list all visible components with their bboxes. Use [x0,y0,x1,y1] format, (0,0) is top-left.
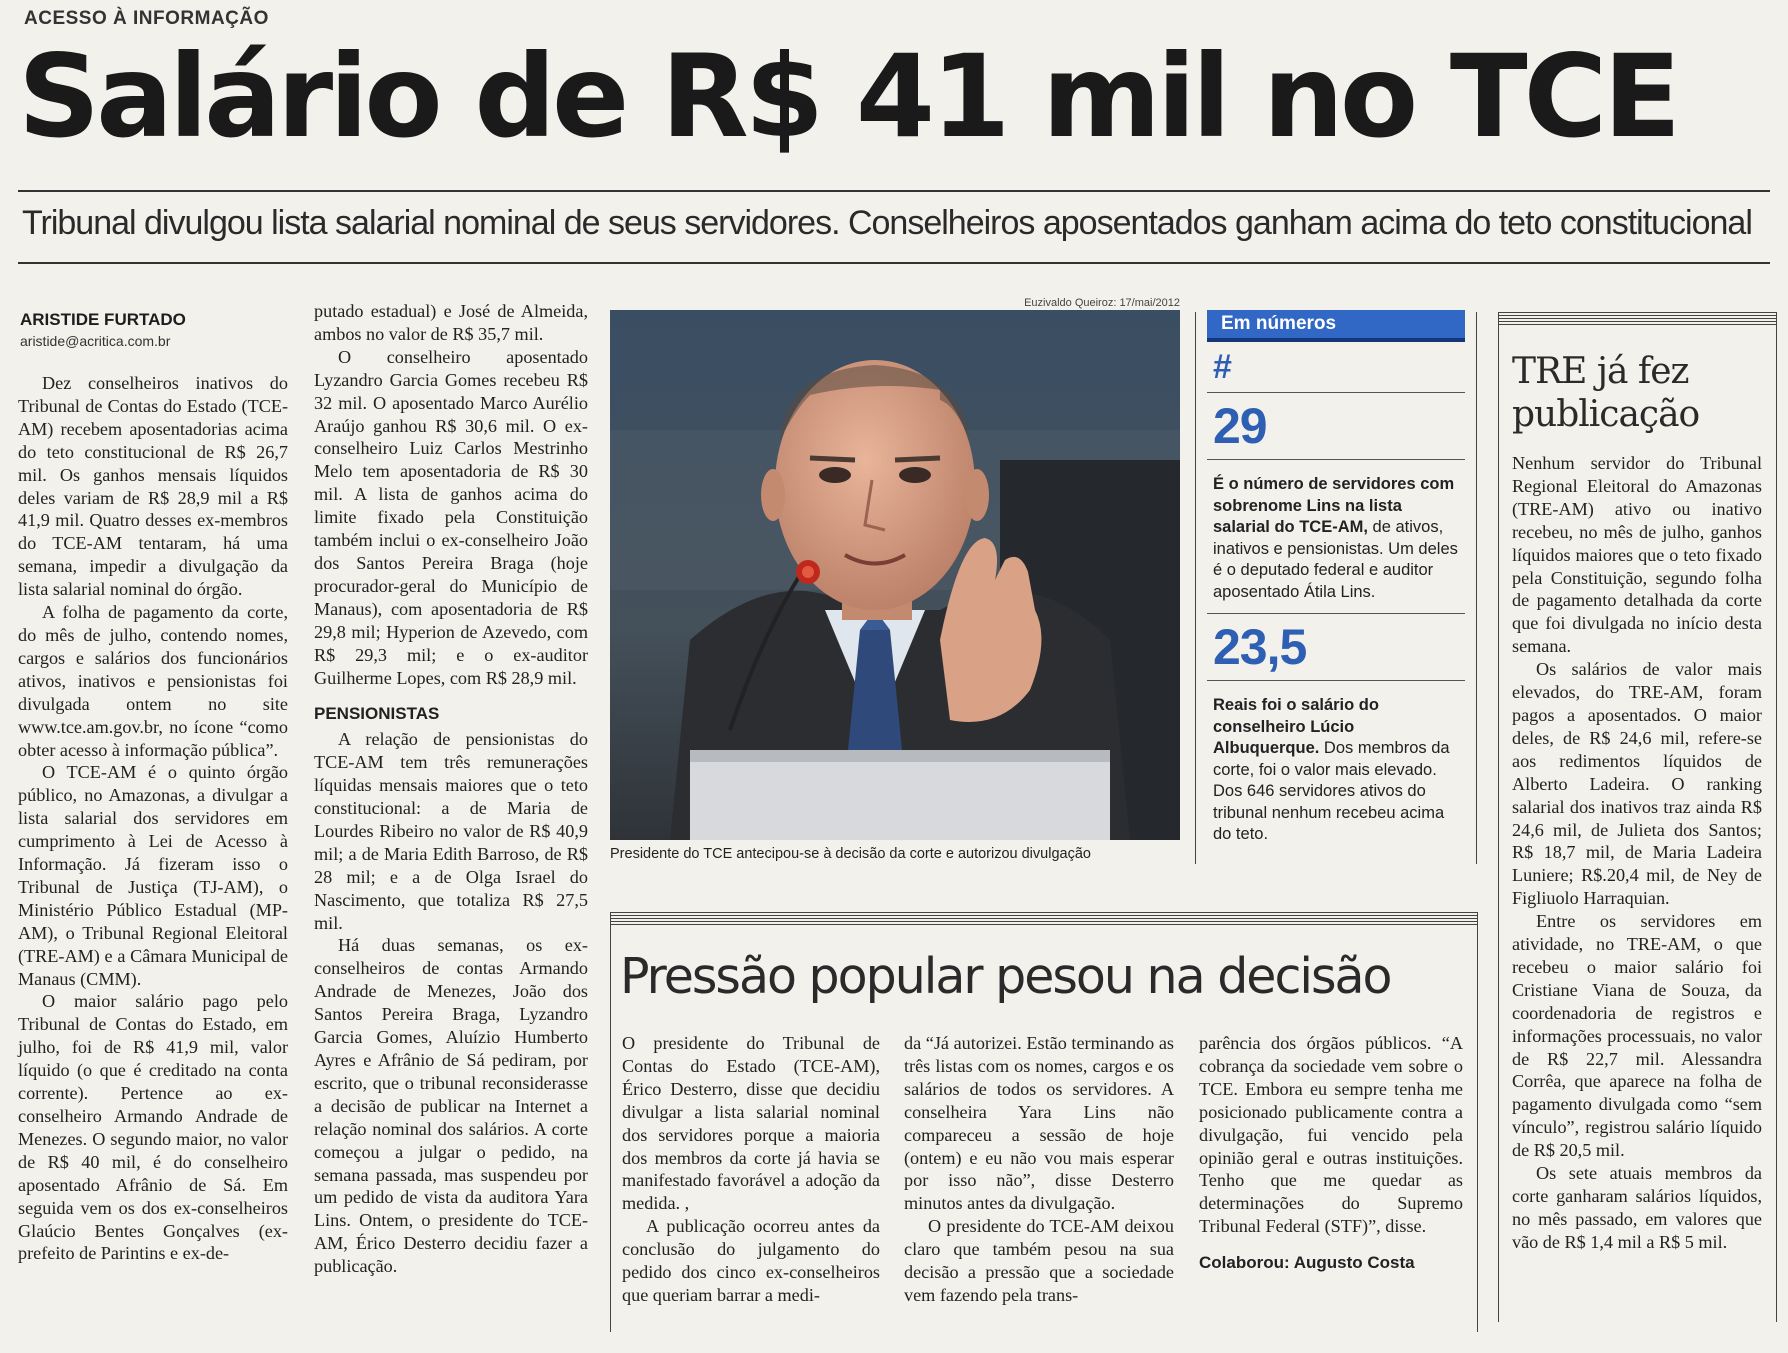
paragraph: Dez conselheiros inativos do Tribunal de Contas do Estado (TCE-AM) recebem aposentadorias acima do teto constitucional de R$ 26,7 mil. Os ganhos mensais líquidos deles variam de R$ 28,9 mil a R$ 41,9 mil. Quatro desses ex-membros do TCE-AM tentaram, há uma semana, impedir a divulgação da lista salarial nominal do órgão. [18,373,288,600]
paragraph: O maior salário pago pelo Tribunal de Contas do Estado, em julho, foi de R$ 41,9 mil, valor líquido (o que é creditado na conta corrente). Pertence ao ex-conselheiro Armando Andrade de Menezes. O segundo maior, no valor de R$ 40 mil, é do conselheiro aposentado Afrânio de Sá. Em seguida vem os dos ex-conselheiros Glaúcio Bentes Gonçalves (ex-prefeito de Parintins e ex-de- [18,991,288,1264]
paragraph: A relação de pensionistas do TCE-AM tem três remunerações líquidas mensais maiores que o teto constitucional: a de Maria de Lourdes Ribeiro no valor de R$ 40,9 mil; a de Maria Edith Barroso, de R$ 28 mil; e a de Olga Israel do Nascimento, que totaliza R$ 27,5 mil. [314,729,588,933]
paragraph: Há duas semanas, os ex-conselheiros de contas Armando Andrade de Menezes, João dos Santos Pereira Braga, Lyzandro Garcia Gomes, Aluízio Humberto Ayres e Afrânio de Sá pediram, por escrito, que o tribunal reconsiderasse a decisão de publicar na Internet a relação nominal dos salários. A corte começou a julgar o pedido, na semana passada, mas suspendeu por um pedido de vista da auditora Yara Lins. Ontem, o presidente do TCE-AM, Érico Desterro decidiu fazer a publicação. [314,935,588,1277]
sidebar-right-border [1776,312,1777,1322]
section-kicker: ACESSO À INFORMAÇÃO [24,8,269,29]
stat-description-text: de ativos, inativos e pensionistas. Um deles é o deputado federal e auditor aposentado Átila Lins. [1213,518,1458,601]
portrait-illustration [610,310,1180,840]
paragraph: O presidente do Tribunal de Contas do Estado (TCE-AM), Érico Desterro, disse que decidiu divulgar a lista salarial nominal dos servidores porque a maioria dos membros da corte já havia se manifestado favorável a adoção da medida. , [622,1033,880,1214]
hash-icon: # [1213,348,1232,386]
stat-description-bold: É o número de servidores com sobrenome Lins na lista salarial do TCE-AM, [1213,475,1455,536]
headline-rule [18,190,1770,192]
article-column-1 [18,372,288,1265]
subheadline: Tribunal divulgou lista salarial nominal de seus servidores. Conselheiros aposentados ganham acima do teto constitucional [22,204,1752,242]
photo-president [610,310,1180,840]
paragraph: O presidente do TCE-AM deixou claro que também pesou na sua decisão a pressão que a sociedade vem fazendo pela trans- [904,1216,1174,1305]
numbers-box-title: Em números [1207,310,1465,342]
sidebar-left-border [1498,312,1499,1322]
sidebar-hatch [1498,312,1776,326]
divider [1207,613,1465,614]
divider [1207,680,1465,681]
stat-value: 29 [1213,398,1267,454]
box2-left-border [610,912,611,1332]
stat-description-text: Dos membros da corte, foi o valor mais elevado. Dos 646 servidores ativos do tribunal nenhum recebeu acima do teto. [1213,739,1450,843]
section-heading: PENSIONISTAS [314,704,440,724]
headline: Salário de R$ 41 mil no TCE [18,30,1678,163]
paragraph: O conselheiro aposentado Lyzandro Garcia Gomes recebeu R$ 32 mil. O aposentado Marco Aurélio Araújo ganhou R$ 30,6 mil. O ex-conselheiro Luiz Carlos Mestrinho Melo tem aposentadoria de R$ 30 mil. A lista de ganhos acima do limite fixado pela Constituição também inclui o ex-conselheiro João dos Santos Pereira Braga (hoje procurador-geral do Município de Manaus), com aposentadoria de R$ 29,8 mil; Hyperion de Azevedo, com R$ 29,3 mil; e o ex-auditor Guilherme Lopes, com R$ 28,9 mil. [314,346,588,688]
stat-value: 23,5 [1213,619,1307,675]
sidebar-text [1512,452,1762,1254]
paragraph: Entre os servidores em atividade, no TRE-AM, o que recebeu o maior salário foi Cristiane Viana de Souza, da coordenadoria de registros e informações processuais, no valor de R$ 22,7 mil. Alessandra Corrêa, que aparece na folha de pagamento divulgada como “sem vínculo”, registrou salário líquido de R$ 20,5 mil. [1512,911,1762,1161]
numbers-box [1207,310,1465,856]
numbers-box-left-border [1195,312,1196,864]
paragraph: Os salários de valor mais elevados, do TRE-AM, foram pagos a aposentados. O maior deles, de R$ 24,6 mil, refere-se aos redimentos líquidos de Alberto Ladeira. O ranking salarial dos inativos traz ainda R$ 24,6 mil, de Julieta dos Santos; R$ 18,7 mil, de Maria Ladeira Luniere; R$.20,4 mil, de Ney de Figliuolo Harraquian. [1512,659,1762,909]
box2-hatch [610,912,1478,926]
article-column-2 [314,300,588,1278]
stat-description [1213,474,1459,603]
box2-title: Pressão popular pesou na decisão [620,948,1391,1005]
stat-description [1213,695,1459,846]
subheadline-rule [18,262,1770,264]
paragraph: Os sete atuais membros da corte ganharam salários líquidos, no mês passado, em valores que vão de R$ 1,4 mil a R$ 5 mil. [1512,1163,1762,1252]
stat-description-bold: Reais foi o salário do conselheiro Lúcio Albuquerque. [1213,696,1379,757]
paragraph: parência dos órgãos públicos. “A cobrança da sociedade vem sobre o TCE. Embora eu sempre tenha me posicionado publicamente contra a divulgação, fui vencido pela opinião geral e outras instituições. Tenho que me quedar as determinações do Supremo Tribunal Federal (STF)”, disse. [1199,1033,1463,1237]
contributor-credit: Colaborou: Augusto Costa [1199,1253,1415,1273]
paragraph: A publicação ocorreu antes da conclusão do julgamento do pedido dos cinco ex-conselheiros que queriam barrar a medi- [622,1216,880,1305]
photo-credit: Euzivaldo Queiroz: 17/mai/2012 [1024,297,1180,309]
byline-author: ARISTIDE FURTADO [20,310,186,329]
byline-email: aristide@acritica.com.br [20,333,171,349]
paragraph: O TCE-AM é o quinto órgão público, no Amazonas, a divulgar a lista salarial dos servidores em cumprimento à Lei de Acesso à Informação. Já fizeram isso o Tribunal de Justiça (TJ-AM), o Ministério Público Estadual (MP-AM), o Tribunal Regional Eleitoral (TRE-AM) e a Câmara Municipal de Manaus (CMM). [18,762,288,989]
paragraph: Nenhum servidor do Tribunal Regional Eleitoral do Amazonas (TRE-AM) ativo ou inativo recebeu, no mês de julho, ganhos líquidos maiores que o teto fixado pela Constituição, segundo folha de pagamento detalhada da corte que foi divulgada no início desta semana. [1512,453,1762,657]
box2-column-1 [622,1032,880,1307]
box2-column-3 [1199,1032,1463,1275]
photo-caption: Presidente do TCE antecipou-se à decisão da corte e autorizou divulgação [610,846,1091,862]
paragraph: putado estadual) e José de Almeida, ambos no valor de R$ 35,7 mil. [314,301,588,344]
paragraph: A folha de pagamento da corte, do mês de julho, contendo nomes, cargos e salários dos funcionários ativos, inativos e pensionistas foi divulgada ontem no site www.tce.am.gov.br, no ícone “como obter acesso à informação pública”. [18,602,288,760]
divider [1207,392,1465,393]
box2-column-2 [904,1032,1174,1307]
paragraph: da “Já autorizei. Estão terminando as três listas com os nomes, cargos e os salários de todos os servidores. A conselheira Yara Lins não compareceu a sessão de hoje (ontem) e eu não vou mais esperar por isso não”, disse Desterro minutos antes da divulgação. [904,1033,1174,1214]
sidebar-title: TRE já fez publicação [1512,351,1700,435]
divider [1207,459,1465,460]
numbers-box-right-border [1476,312,1477,864]
